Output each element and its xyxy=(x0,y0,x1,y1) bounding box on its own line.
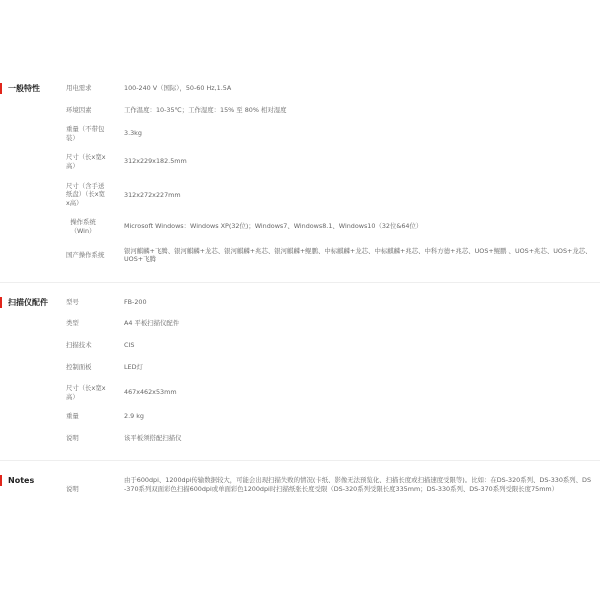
spec-row xyxy=(66,319,592,328)
section-title xyxy=(0,475,66,494)
section-accent-bar xyxy=(0,83,2,94)
section-title xyxy=(0,83,66,264)
spec-row xyxy=(66,182,592,208)
spec-row xyxy=(66,476,592,494)
spec-row xyxy=(66,341,592,350)
spec-row xyxy=(66,298,592,307)
spec-row xyxy=(66,384,592,401)
spec-label: 控制面板 xyxy=(66,362,92,371)
spec-value: 该平板须搭配扫描仪 xyxy=(124,433,182,442)
spec-label: 尺寸（长x宽x高） xyxy=(66,153,106,170)
spec-label: 环境因素 xyxy=(66,105,92,114)
spec-label: 扫描技术 xyxy=(66,340,92,349)
spec-row xyxy=(66,125,592,142)
section-scanner-accessory xyxy=(0,282,600,461)
section-title-text: 扫描仪配件 xyxy=(8,297,48,307)
spec-value: A4 平板扫描仪配件 xyxy=(124,319,180,328)
spec-value: 312x229x182.5mm xyxy=(124,157,187,166)
section-notes xyxy=(0,460,600,512)
spec-label: 型号 xyxy=(66,297,79,306)
spec-label: 重量 xyxy=(66,412,79,421)
spec-value: 银河麒麟+飞腾、银河麒麟+龙芯、银河麒麟+兆芯、银河麒麟+鲲鹏、中标麒麟+龙芯、中标麒麟+兆芯、中科方德+兆芯、UOS+鲲鹏 、UOS+兆芯、UOS+龙芯、UOS+飞腾 xyxy=(124,246,592,264)
spec-value: FB-200 xyxy=(124,297,147,306)
spec-row xyxy=(66,363,592,372)
spec-label: 说明 xyxy=(66,485,79,494)
spec-row xyxy=(66,247,592,264)
spec-row xyxy=(66,153,592,170)
spec-value: LED灯 xyxy=(124,362,143,371)
spec-label: 类型 xyxy=(66,319,79,328)
spec-value: 2.9 kg xyxy=(124,412,144,421)
spec-value: CIS xyxy=(124,340,135,349)
spec-value: 3.3kg xyxy=(124,129,142,138)
spec-rows xyxy=(66,295,600,443)
section-accent-bar xyxy=(0,475,2,486)
spec-row xyxy=(66,434,592,443)
spec-row xyxy=(66,218,592,235)
spec-label: 用电需求 xyxy=(66,84,92,92)
spec-value: 467x462x53mm xyxy=(124,388,177,397)
section-title xyxy=(0,297,66,443)
section-title-text: Notes xyxy=(8,476,35,486)
spec-label: 国产操作系统 xyxy=(66,250,105,259)
spec-rows xyxy=(66,80,600,264)
spec-row xyxy=(66,84,592,93)
spec-label: 尺寸（含手送纸盘）（长x宽x高） xyxy=(66,181,105,207)
spec-value: Microsoft Windows：Windows XP(32位)；Windows7、Windows8.1、Windows10（32位&64位） xyxy=(124,222,423,231)
section-title-text: 一般特性 xyxy=(8,84,40,93)
spec-row xyxy=(66,106,592,115)
section-general xyxy=(0,80,600,282)
spec-value: 由于600dpi、1200dpi传输数据较大，可能会出现扫描失败的情况(卡纸、影像无法预览化、扫描长度或扫描速度受限等)。比如：在DS-320系列、DS-330系列、DS-370系列双面彩色扫描600dpi或单面彩色1200dpi时扫描纸张长度受限（DS-320系列受限长度335mm；DS-330系列、DS-370系列受限长度75mm） xyxy=(124,476,592,494)
spec-value: 312x272x227mm xyxy=(124,190,181,199)
spec-row xyxy=(66,412,592,421)
section-accent-bar xyxy=(0,297,2,308)
spec-label: 说明 xyxy=(66,433,79,442)
spec-label: 尺寸（长x宽x高） xyxy=(66,384,106,401)
spec-label: 重量（不带包装） xyxy=(66,125,105,142)
spec-rows xyxy=(66,473,600,494)
spec-label: 操作系统（Win） xyxy=(70,218,96,235)
spec-value: 100-240 V（国际），50-60 Hz,1.5A xyxy=(124,84,232,92)
spec-value: 工作温度：10-35℃；工作湿度：15% 至 80% 相对湿度 xyxy=(124,105,287,114)
